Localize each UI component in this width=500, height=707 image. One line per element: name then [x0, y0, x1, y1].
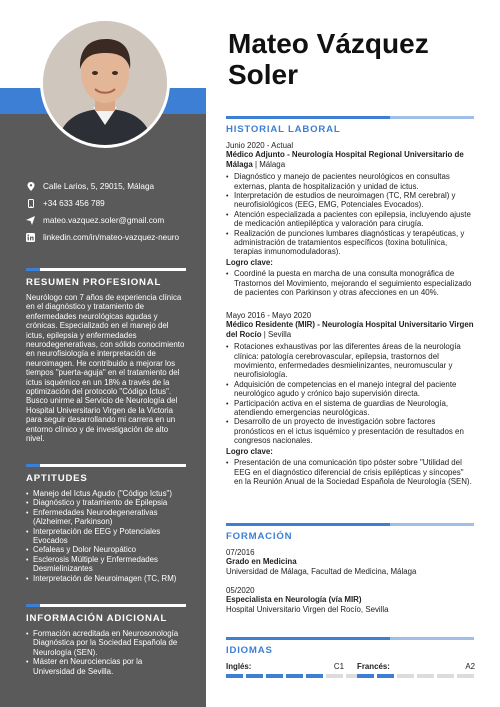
logro-label: Logro clave:	[226, 446, 273, 456]
level-segment	[457, 674, 474, 678]
education-title: FORMACIÓN	[226, 531, 293, 542]
linkedin-link[interactable]: linkedin.com/in/mateo-vazquez-neuro	[43, 233, 180, 242]
education-school: Hospital Universitario Virgen del Rocío, Sevilla	[226, 604, 389, 614]
contact-email[interactable]	[26, 216, 164, 225]
language-row	[357, 662, 475, 671]
address-text: Calle Larios, 5, 29015, Málaga	[43, 182, 155, 191]
language-level: A2	[465, 662, 475, 671]
job-bullet: • Interpretación de estudios de neuroimagen (TC, RM cerebral) y neurofisiológicos (EEG, EMG, Potenciales Evocados).	[226, 191, 474, 210]
education-degree: Grado en Medicina	[226, 557, 297, 567]
education-date: 07/2016	[226, 548, 255, 557]
level-segment	[357, 674, 374, 678]
job-title: Médico Adjunto - Neurología Hospital Regional Universitario de Málaga	[226, 150, 464, 169]
email-link[interactable]: mateo.vazquez.soler@gmail.com	[43, 216, 165, 225]
job-dates: Junio 2020 - Actual	[226, 141, 294, 150]
job-bullet: • Realización de punciones lumbares diagnósticas y terapéuticas, y administración de tratamientos específicos (toxina botulínica, terapias inmunomoduladoras).	[226, 229, 474, 257]
job-entry	[226, 141, 474, 298]
language-row	[226, 662, 344, 671]
sidebar	[0, 0, 206, 707]
logro-item: • Presentación de una comunicación tipo póster sobre "Utilidad del EEG en el diagnóstico diferencial de crisis epilépticas y síncopes" en la Reunión Anual de la Sociedad Española de Neurología (SEN).	[226, 458, 474, 486]
skills-list	[26, 489, 186, 583]
job-bullet: • Desarrollo de un proyecto de investigación sobre factores pronósticos en el ictus isquémico y presentación de resultados en congresos nacionales.	[226, 417, 474, 445]
skills-section	[26, 464, 186, 583]
level-segment	[437, 674, 454, 678]
job-title-line: Médico Adjunto - Neurología Hospital Regional Universitario de Málaga | Málaga	[226, 150, 464, 169]
skill-item: • Esclerosis Múltiple y Enfermedades Desmielinizantes	[26, 555, 186, 574]
skill-item: • Enfermedades Neurodegenerativas (Alzheimer, Parkinson)	[26, 508, 186, 527]
profile-photo	[40, 18, 170, 148]
education-date: 05/2020	[226, 586, 255, 595]
job-bullet: • Atención especializada a pacientes con epilepsia, incluyendo ajuste de medicación antiepiléptica y valoración para cirugía.	[226, 210, 474, 229]
section-divider	[26, 604, 186, 607]
education-entry	[226, 548, 474, 576]
section-divider	[26, 268, 186, 271]
job-location: Sevilla	[267, 329, 292, 339]
level-segment	[306, 674, 323, 678]
skill-item: • Interpretación de Neuroimagen (TC, RM)	[26, 574, 186, 583]
level-segment	[377, 674, 394, 678]
name-line-1: Mateo Vázquez	[228, 28, 429, 59]
additional-section	[26, 604, 186, 676]
education-degree: Especialista en Neurología (vía MIR)	[226, 595, 362, 605]
level-segment	[417, 674, 434, 678]
section-divider	[226, 523, 474, 526]
job-bullet: • Diagnóstico y manejo de pacientes neurológicos en consultas externas, planta de hospitalización y unidad de ictus.	[226, 172, 474, 191]
job-title-line: Médico Residente (MIR) - Neurología Hospital Universitario Virgen del Rocío | Sevilla	[226, 320, 474, 339]
name-line-2: Soler	[228, 59, 299, 90]
summary-text: Neurólogo con 7 años de experiencia clínica en el diagnóstico y tratamiento de enfermedades neurológicas agudas y crónicas. Especializado en el manejo del ictus, epilepsia y enfermedades neurodegenerativas, con sólido conocimiento en neurofisiología e interpretación de neuroimagen. He contribuido a mejorar los tiempos "puerta-aguja" en el tratamiento del ictus isquémico en un 18% a través de la optimización del protocolo "Código Ictus". Busco unirme al Servicio de Neurología del Hospital Universitario Virgen de la Victoria para seguir desarrollando mi carrera en un entorno clínico y de investigación de alto nivel.	[26, 293, 185, 444]
job-bullets	[226, 172, 474, 257]
logro-list	[226, 458, 474, 486]
additional-item: • Máster en Neurociencias por la Universidad de Sevilla.	[26, 657, 186, 676]
skill-item: • Interpretación de EEG y Potenciales Evocados	[26, 527, 186, 546]
level-segment	[266, 674, 283, 678]
job-location: Málaga	[259, 159, 286, 169]
send-icon	[26, 216, 35, 225]
logro-label: Logro clave:	[226, 257, 273, 267]
section-divider	[226, 116, 474, 119]
section-divider	[26, 464, 186, 467]
level-segment	[397, 674, 414, 678]
summary-title: RESUMEN PROFESIONAL	[26, 277, 162, 288]
languages-title: IDIOMAS	[226, 645, 273, 656]
language-level-bar	[357, 674, 474, 678]
logro-list	[226, 269, 474, 297]
logro-item: • Coordiné la puesta en marcha de una consulta monográfica de Trastornos del Movimiento, mejorando el seguimiento especializado de pacientes con Parkinson y otras afecciones en un 40%.	[226, 269, 474, 297]
job-bullet: • Participación activa en el sistema de guardias de Neurología, atendiendo emergencias neurológicas.	[226, 399, 474, 418]
location-pin-icon	[26, 182, 35, 191]
section-divider	[226, 637, 474, 640]
level-segment	[226, 674, 243, 678]
job-bullet: • Rotaciones exhaustivas por las diferentes áreas de la neurología clínica: patología cerebrovascular, epilepsia, trastornos del movimiento, enfermedades desmielinizantes, neuromuscular y neurofisiología.	[226, 342, 474, 380]
contact-address	[26, 182, 154, 191]
skill-item: • Cefaleas y Dolor Neuropático	[26, 545, 186, 554]
language-name: Inglés:	[226, 662, 252, 671]
job-bullet: • Adquisición de competencias en el manejo integral del paciente neurológico agudo y crónico bajo supervisión directa.	[226, 380, 474, 399]
language-level: C1	[333, 662, 344, 671]
phone-icon	[26, 199, 35, 208]
language-level-bar	[226, 674, 363, 678]
additional-item: • Formación acreditada en Neurosonología Diagnóstica por la Sociedad Española de Neurología (SEN).	[26, 629, 186, 657]
additional-list	[26, 629, 186, 676]
level-segment	[286, 674, 303, 678]
candidate-name	[228, 28, 478, 90]
job-dates: Mayo 2016 - Mayo 2020	[226, 311, 312, 320]
skills-title: APTITUDES	[26, 473, 88, 484]
summary-section	[26, 268, 186, 444]
experience-title: HISTORIAL LABORAL	[226, 124, 341, 135]
contact-phone	[26, 199, 105, 208]
education-entry	[226, 586, 474, 614]
level-segment	[326, 674, 343, 678]
language-name: Francés:	[357, 662, 390, 671]
job-bullets	[226, 342, 474, 445]
job-title: Médico Residente (MIR) - Neurología Hospital Universitario Virgen del Rocío	[226, 320, 474, 339]
job-entry	[226, 311, 474, 486]
contact-linkedin[interactable]	[26, 233, 179, 242]
skill-item: • Diagnóstico y tratamiento de Epilepsia	[26, 498, 186, 507]
additional-title: INFORMACIÓN ADICIONAL	[26, 613, 168, 624]
level-segment	[246, 674, 263, 678]
linkedin-icon	[26, 233, 35, 242]
education-school: Universidad de Málaga, Facultad de Medicina, Málaga	[226, 566, 417, 576]
skill-item: • Manejo del Ictus Agudo ("Código Ictus")	[26, 489, 186, 498]
phone-text: +34 633 456 789	[43, 199, 105, 208]
